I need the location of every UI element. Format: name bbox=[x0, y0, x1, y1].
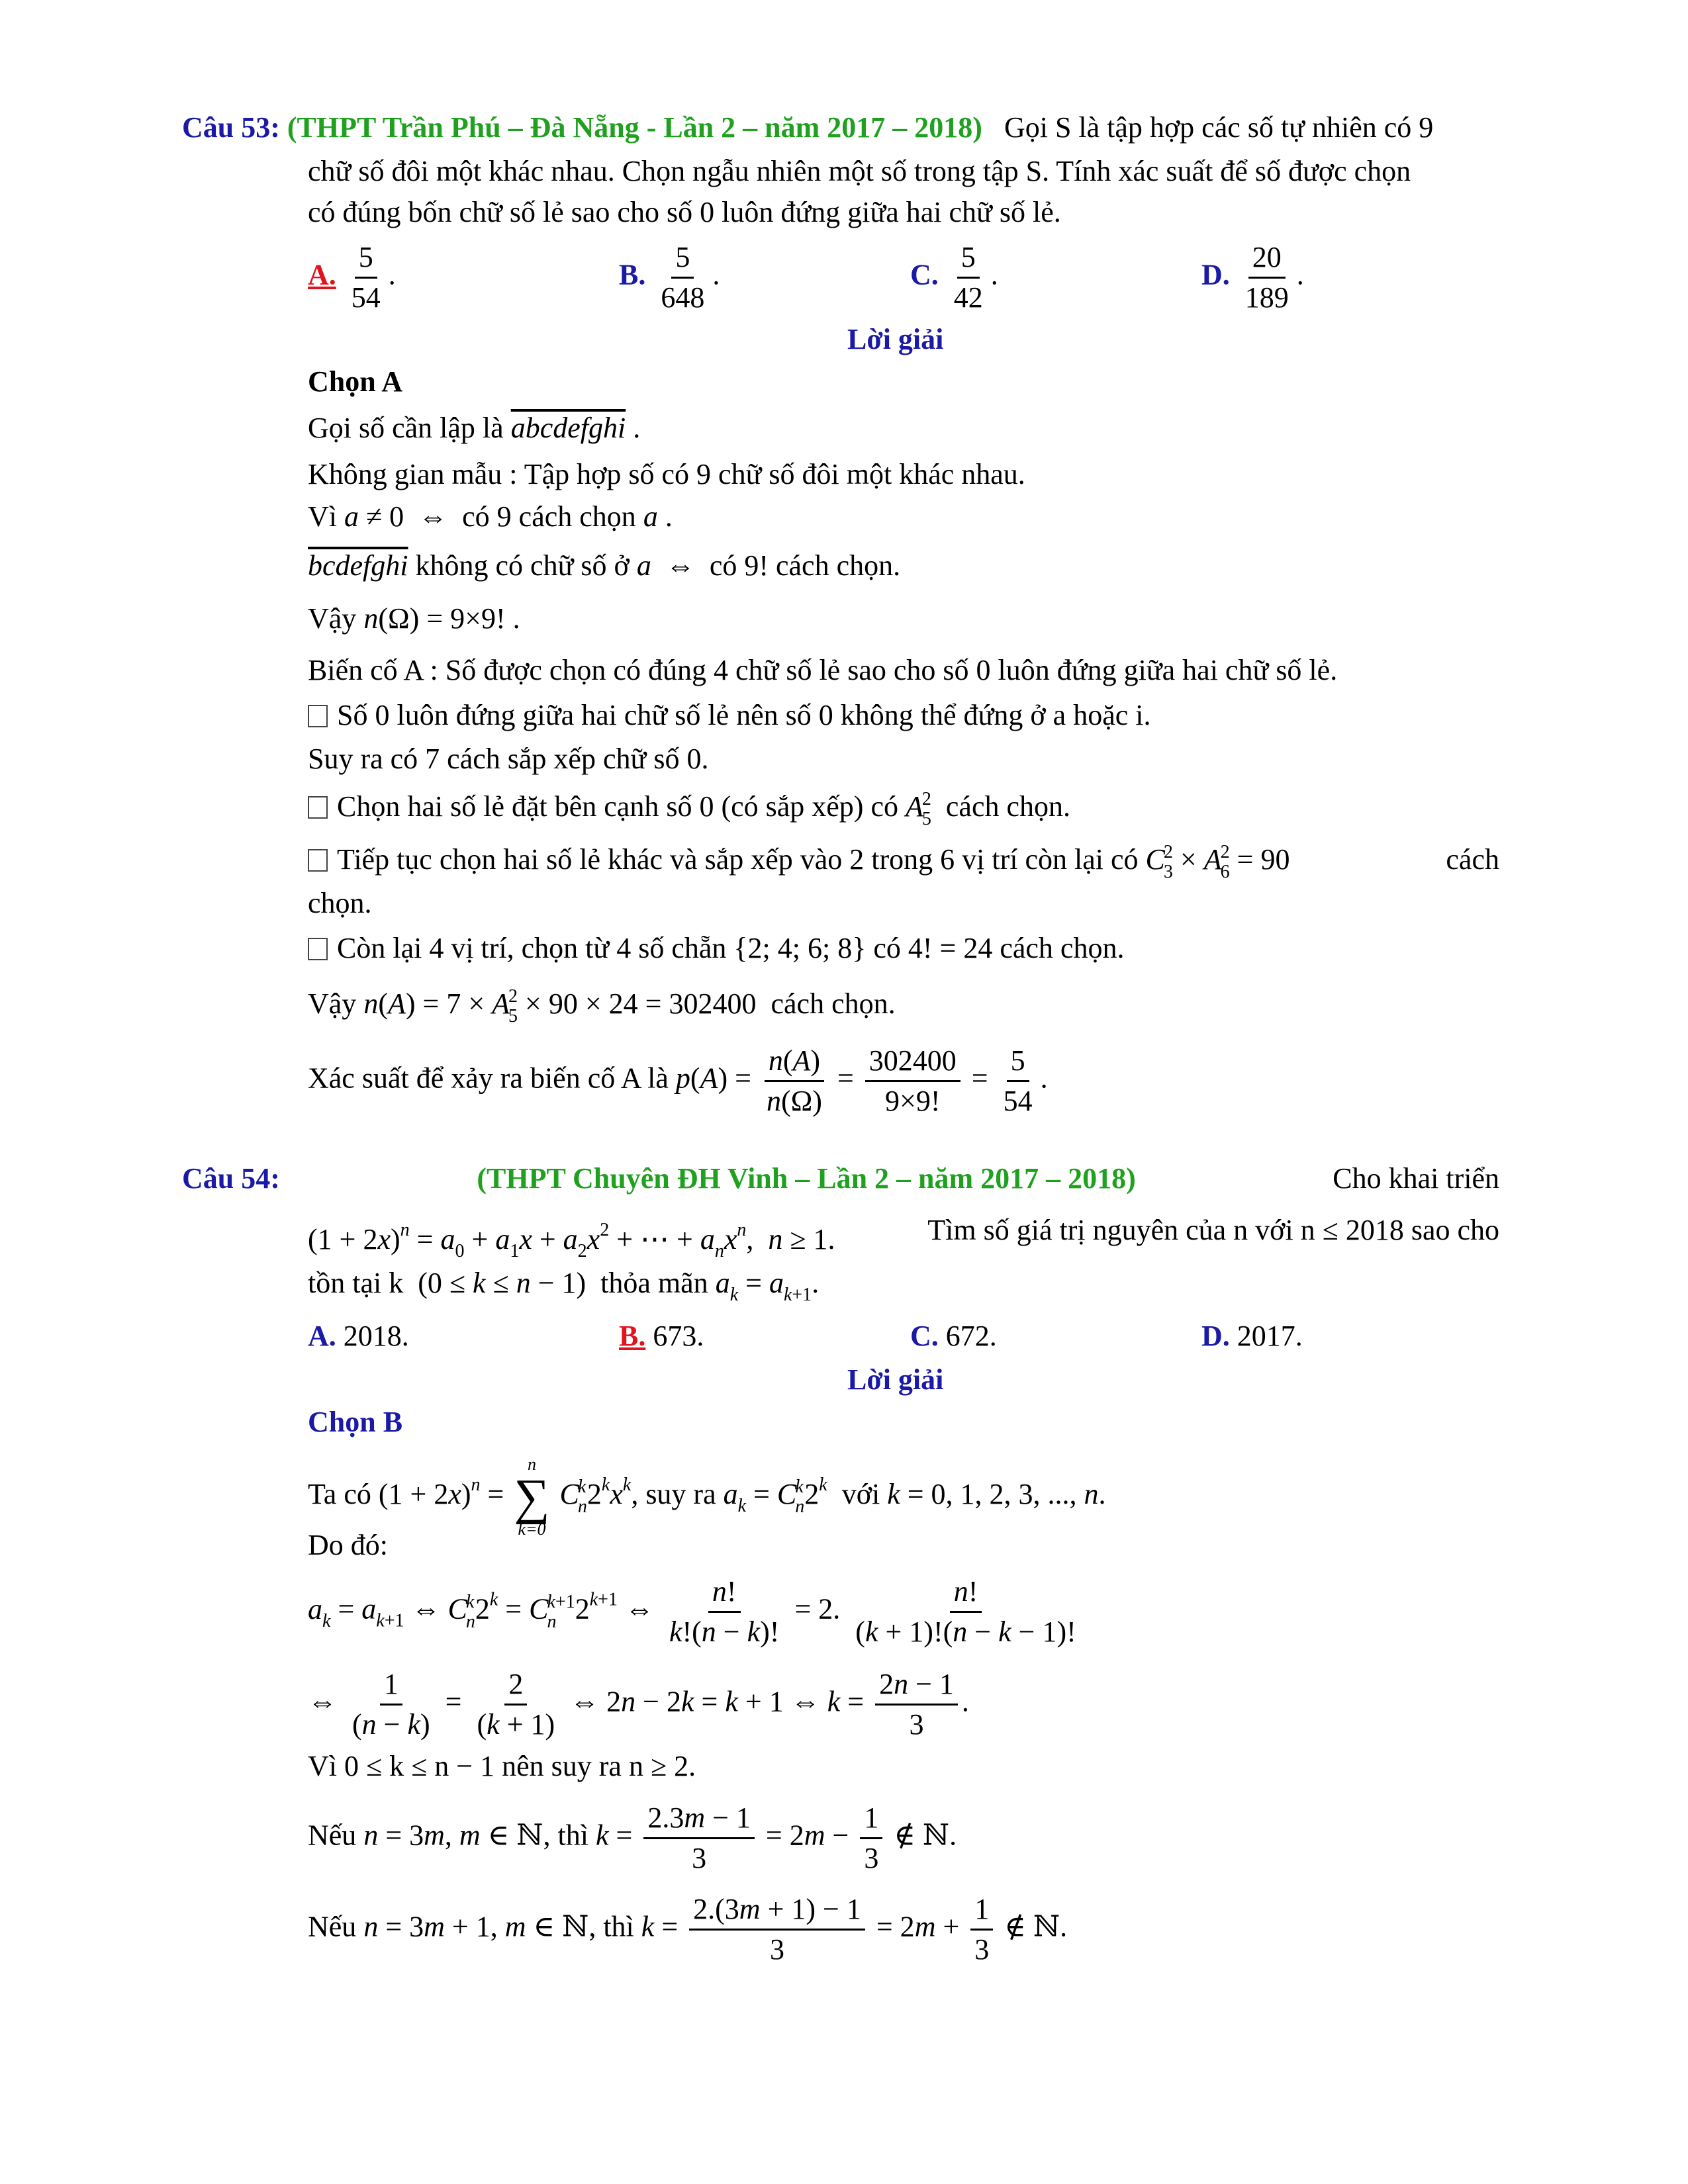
q53-option-b[interactable]: B. $\frac{5}{648}$ . bbox=[619, 238, 720, 317]
q54-option-c-letter: C. bbox=[910, 1320, 939, 1352]
q54-source: (THPT Chuyên ĐH Vinh – Lần 2 – năm 2017 – 2018) bbox=[477, 1162, 1136, 1195]
q53-s1: Gọi số cần lập là abcdefghi . bbox=[308, 412, 641, 444]
q53-label: Câu 53: bbox=[182, 111, 280, 144]
bullet-icon bbox=[308, 938, 328, 960]
q53-choice: Chọn A bbox=[308, 365, 403, 398]
q54-option-d[interactable]: D. 2017. bbox=[1201, 1320, 1303, 1352]
q53-option-d-letter: D. bbox=[1201, 258, 1230, 291]
q54-t5: Vì 0 ≤ k ≤ n − 1 nên suy ra n ≥ 2. bbox=[308, 1750, 696, 1782]
q54-t4: ⇔ $\frac{1}{(n - k)}$ = $\frac{2}{(k + 1)}$ ⇔ 2n − 2k = k + 1 ⇔ k = $\frac{2n - 1}{3}$ . bbox=[308, 1665, 969, 1744]
q54-t1: Ta có $(1 + 2x)^n$ = n ∑ k=0 C k n $2^kx^k$, suy ra $a_k = C$ k n 2$^k$ với k = 0, 1, 2, 3, ..., n. bbox=[308, 1454, 1106, 1539]
q53-s2: Không gian mẫu : Tập hợp số có 9 chữ số đôi một khác nhau. bbox=[308, 458, 1025, 490]
q53-header bbox=[182, 109, 1506, 147]
q53-option-a[interactable]: A. $\frac{5}{54}$ . bbox=[308, 238, 396, 317]
q53-option-c[interactable]: C. $\frac{5}{42}$ . bbox=[910, 238, 998, 317]
q54-header bbox=[182, 1160, 1499, 1198]
q53-s4: bcdefghi không có chữ số ở a ⇔ có 9! cách chọn. bbox=[308, 549, 901, 582]
q54-t2: Do đó: bbox=[308, 1529, 388, 1561]
q53-s8: Suy ra có 7 cách sắp xếp chữ số 0. bbox=[308, 743, 709, 775]
q54-solution-title: Lời giải bbox=[847, 1363, 944, 1396]
q54-t3: $a_k = a_{k+1}$ ⇔ C k n $2^k = C$ k+1 n $2^{k+1}$ ⇔ $\frac{n!}{k!(n - k)!}$ = 2. $\frac{n!}{(k + 1)!(n - k - 1)!}$ bbox=[308, 1572, 1084, 1651]
q53-option-d-fraction: $\frac{20}{189}$ bbox=[1241, 238, 1293, 317]
q53-source: (THPT Trần Phú – Đà Nẵng - Lần 2 – năm 2017 – 2018) bbox=[287, 111, 982, 144]
q53-s10c: chọn. bbox=[308, 887, 372, 919]
q54-text3: tồn tại k (0 ≤ k ≤ n − 1) thỏa mãn $a_k = a_{k+1}$. bbox=[308, 1267, 820, 1305]
q53-s12: Vậy n(A) = 7 × A 2 5 × 90 × 24 = 302400 cách chọn. bbox=[308, 985, 896, 1026]
q53-option-b-letter: B. bbox=[619, 258, 646, 291]
q53-s9: Chọn hai số lẻ đặt bên cạnh số 0 (có sắp xếp) có A 2 5 cách chọn. bbox=[308, 788, 1070, 829]
q53-solution-title: Lời giải bbox=[847, 323, 944, 355]
q54-t7: Nếu n = 3m + 1, m ∈ ℕ, thì k = $\frac{2.(3m + 1) - 1}{3}$ = 2m + $\frac{1}{3}$ ∉ ℕ. bbox=[308, 1890, 1067, 1969]
q53-text2: chữ số đôi một khác nhau. Chọn ngẫu nhiên một số trong tập S. Tính xác suất để số được chọn bbox=[308, 155, 1411, 187]
q54-option-b-letter: B. bbox=[619, 1320, 646, 1352]
q53-s13: Xác suất để xảy ra biến cố A là p(A) = $\frac{n(A)}{n(\Omega)}$ = $\frac{302400}{9\times 9!}$ = $\frac{5}{54}$ . bbox=[308, 1042, 1048, 1120]
q53-option-b-fraction: $\frac{5}{648}$ bbox=[657, 238, 708, 317]
bullet-icon bbox=[308, 796, 328, 819]
q53-text3: có đúng bốn chữ số lẻ sao cho số 0 luôn đứng giữa hai chữ số lẻ. bbox=[308, 196, 1061, 228]
q53-s3: Vì a ≠ 0 ⇔ có 9 cách chọn a . bbox=[308, 500, 673, 533]
q54-label: Câu 54: bbox=[182, 1162, 280, 1195]
q54-text1: Cho khai triển bbox=[1333, 1162, 1499, 1195]
q53-s7: Số 0 luôn đứng giữa hai chữ số lẻ nên số 0 không thể đứng ở a hoặc i. bbox=[308, 696, 1151, 735]
q53-s11: Còn lại 4 vị trí, chọn từ 4 số chẵn {2; 4; 6; 8} có 4! = 24 cách chọn. bbox=[308, 929, 1124, 968]
q54-option-a[interactable]: A. 2018. bbox=[308, 1320, 409, 1352]
q54-option-a-letter: A. bbox=[308, 1320, 336, 1352]
q53-s10: Tiếp tục chọn hai số lẻ khác và sắp xếp vào 2 trong 6 vị trí còn lại có C 2 3 × A 2 6 = 90 cách bbox=[308, 841, 1506, 882]
q53-option-a-fraction: $\frac{5}{54}$ bbox=[348, 238, 385, 317]
q53-text1: Gọi S là tập hợp các số tự nhiên có 9 bbox=[1004, 111, 1434, 144]
q54-text2: $(1 + 2x)^n = a_0 + a_1x + a_2x^2$ + ⋯ + $a_nx^n$, n ≥ 1. Tìm số giá trị nguyên của n với n ≤ 2018 sao cho bbox=[308, 1214, 1499, 1261]
q53-s6: Biến cố A : Số được chọn có đúng 4 chữ số lẻ sao cho số 0 luôn đứng giữa hai chữ số lẻ. bbox=[308, 654, 1338, 686]
q53-option-c-letter: C. bbox=[910, 258, 939, 291]
bullet-icon bbox=[308, 705, 328, 727]
q53-option-a-letter: A. bbox=[308, 258, 336, 291]
q53-option-d[interactable]: D. $\frac{20}{189}$ . bbox=[1201, 238, 1304, 317]
q54-option-c[interactable]: C. 672. bbox=[910, 1320, 997, 1352]
q53-s1-number: abcdefghi bbox=[510, 412, 626, 444]
q53-s5: Vậy n(Ω) = 9×9! . bbox=[308, 602, 520, 635]
bullet-icon bbox=[308, 849, 328, 872]
q54-t6: Nếu n = 3m, m ∈ ℕ, thì k = $\frac{2.3m - 1}{3}$ = 2m − $\frac{1}{3}$ ∉ ℕ. bbox=[308, 1799, 957, 1878]
q54-option-d-letter: D. bbox=[1201, 1320, 1230, 1352]
q53-option-c-fraction: $\frac{5}{42}$ bbox=[950, 238, 987, 317]
q54-choice: Chọn B bbox=[308, 1406, 403, 1438]
q54-option-b[interactable]: B. 673. bbox=[619, 1320, 704, 1352]
